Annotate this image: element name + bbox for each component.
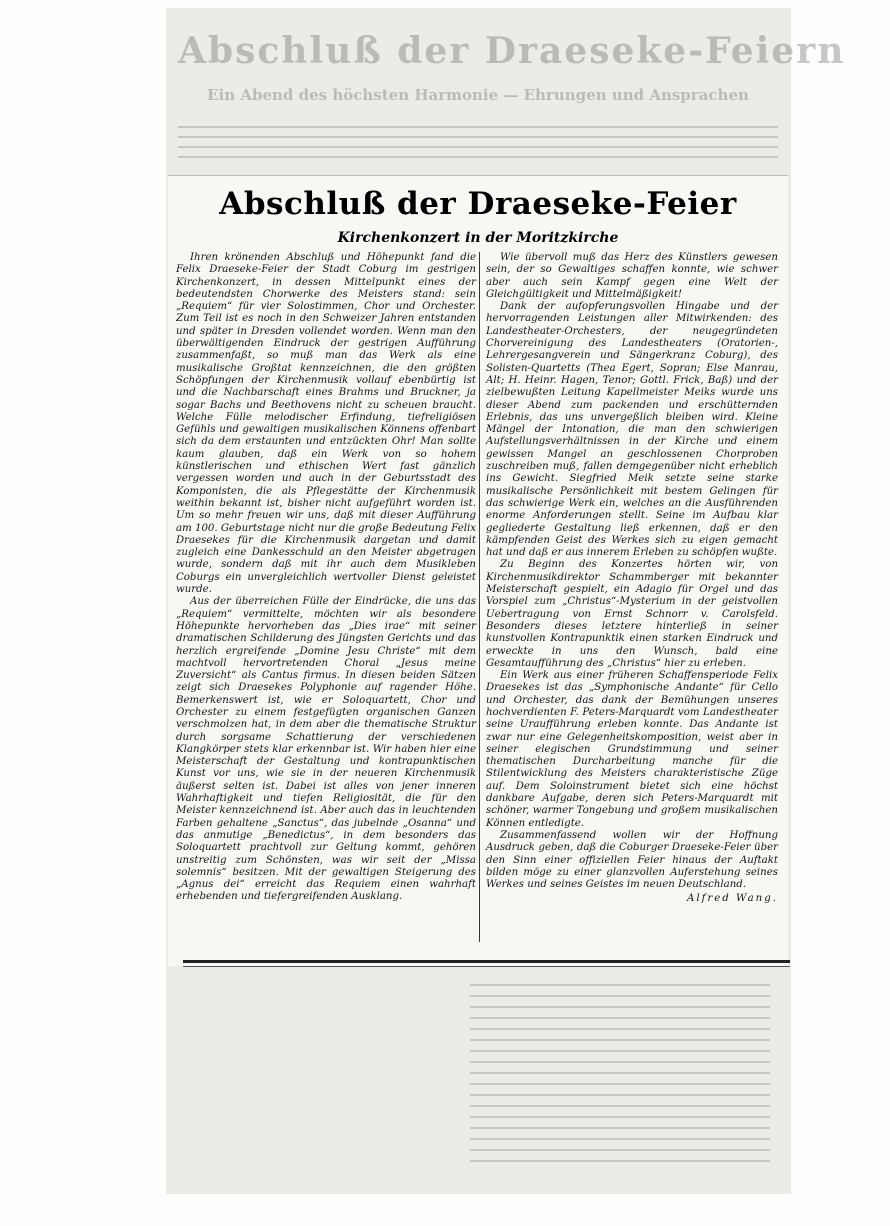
paragraph: Zu Beginn des Konzertes hörten wir, von Kirchenmusikdirektor Schammberger mit bekannter Meisterschaft gespielt, ein Adagio für Orgel und das Vorspiel zum „Christus“-Mysterium in der geistvollen Uebertragung von Ernst Schnorr v. Carolsfeld. Besonders dieses letztere hinterließ in seiner kunstvollen Kontrapunktik einen starken Eindruck und erweckte in uns den Wunsch, bald eine Gesamtaufführung des „Christus“ hier zu erleben. bbox=[486, 559, 778, 669]
article-column-left bbox=[176, 252, 476, 904]
paragraph: Wie übervoll muß das Herz des Künstlers gewesen sein, der so Gewaltiges schaffen konnte, wie schwer aber auch sein Kampf gegen eine Welt der Gleichgültigkeit und Mittelmäßigkeit! bbox=[486, 252, 778, 300]
faded-previous-subheadline: Ein Abend des höchsten Harmonie — Ehrungen und Ansprachen bbox=[207, 86, 749, 104]
newspaper-clipping bbox=[168, 175, 788, 966]
column-divider bbox=[479, 252, 480, 942]
bottom-rule bbox=[183, 960, 790, 963]
article-headline: Abschluß der Draeseke-Feier bbox=[219, 186, 737, 222]
bottom-rule-thin bbox=[183, 966, 790, 967]
article-author: Alfred Wang. bbox=[686, 893, 778, 905]
paragraph: Ihren krönenden Abschluß und Höhepunkt fand die Felix Draeseke-Feier der Stadt Coburg im gestrigen Kirchenkonzert, in dessen Mittelpunkt eines der bedeutendsten Chorwerke des Meisters stand: sein „Requiem“ für vier Solostimmen, Chor und Orchester. Zum Teil ist es noch in den Schweizer Jahren entstanden und später in Dresden vollendet worden. Wenn man den überwältigenden Eindruck der gestrigen Aufführung zusammenfaßt, so muß man das Werk als eine musikalische Großtat kennzeichnen, die den größten Schöpfungen der Kirchenmusik vollauf ebenbürtig ist und die Nachbarschaft eines Brahms und Bruckner, ja sogar Bachs und Beethovens nicht zu scheuen braucht. Welche Fülle melodischer Erfindung, tiefreligiösen Gefühls und gewaltigen musikalischen Könnens offenbart sich da dem erstaunten und entzückten Ohr! Man sollte kaum glauben, daß ein Werk von so hohem künstlerischen und ethischen Wert fast gänzlich vergessen worden und auch in der Geburtsstadt des Komponisten, die als Pflegestätte der Kirchenmusik weithin bekannt ist, bisher nicht aufgeführt worden ist. Um so mehr freuen wir uns, daß mit dieser Aufführung am 100. Geburtstage nicht nur die große Bedeutung Felix Draesekes für die Kirchenmusik dargetan und damit zugleich eine Dankesschuld an den Meister abgetragen wurde, sondern daß mit ihr auch dem Musikleben Coburgs ein unvergleichlich wertvoller Dienst geleistet wurde. bbox=[176, 252, 476, 596]
paragraph: Dank der aufopferungsvollen Hingabe und der hervorragenden Leistungen aller Mitwirkenden: des Landestheater-Orchesters, der neugegründeten Chorvereinigung des Landestheaters (Oratorien-, Lehrergesangverein und Sängerkranz Coburg), des Solisten-Quartetts (Thea Egert, Sopran; Else Manrau, Alt; H. Heinr. Hagen, Tenor; Gottl. Frick, Baß) und der zielbewußten Leitung Kapellmeister Meiks wurde uns dieser Abend zum packenden und erschütternden Erlebnis, das uns unvergeßlich bleiben wird. Kleine Mängel der Intonation, die man den schwierigen Aufstellungsverhältnissen in der Kirche und einem gewissen Mangel an geschlossenen Chorproben zuschreiben muß, fallen demgegenüber nicht erheblich ins Gewicht. Siegfried Meik setzte seine starke musikalische Persönlichkeit mit bestem Gelingen für das schwierige Werk ein, welches an die Ausführenden enorme Anforderungen stellt. Seine im Aufbau klar gegliederte Gestaltung ließ erkennen, daß er den kämpfenden Geist des Werkes sich zu eigen gemacht hat und daß er aus innerem Erleben zu schöpfen wußte. bbox=[486, 301, 778, 559]
faded-bleed-through-text bbox=[178, 118, 778, 168]
faded-previous-headline: Abschluß der Draeseke-Feiern bbox=[178, 30, 846, 72]
article-column-right bbox=[486, 252, 778, 906]
article-subheadline: Kirchenkonzert in der Moritzkirche bbox=[337, 230, 619, 246]
faded-bleed-through-bottom bbox=[470, 975, 770, 1180]
paragraph: Zusammenfassend wollen wir der Hoffnung Ausdruck geben, daß die Coburger Draeseke-Feier über den Sinn einer offiziellen Feier hinaus der Auftakt bilden möge zu einer glanzvollen Auferstehung seines Werkes und seines Geistes im neuen Deutschland. bbox=[486, 829, 778, 891]
paragraph: Aus der überreichen Fülle der Eindrücke, die uns das „Requiem“ vermittelte, möchten wir als besondere Höhepunkte hervorheben das „Dies irae“ mit seiner dramatischen Schilderung des Jüngsten Gerichts und das herzlich ergreifende „Domine Jesu Christe“ mit dem machtvoll hervortretenden Choral „Jesus meine Zuversicht“ als Cantus firmus. In diesen beiden Sätzen zeigt sich Draesekes Polyphonie auf ragender Höhe. Bemerkenswert ist, wie er Soloquartett, Chor und Orchester zu einem festgefügten organischen Ganzen verschmolzen hat, in dem aber die thematische Struktur durch sorgsame Schattierung der verschiedenen Klangkörper stets klar erkennbar ist. Wir haben hier eine Meisterschaft der Gestaltung und kontrapunktischen Kunst vor uns, wie sie in der neueren Kirchenmusik äußerst selten ist. Dabei ist alles von jener inneren Wahrhaftigkeit und tiefen Religiosität, die für den Meister kennzeichnend ist. Aber auch das in leuchtenden Farben gehaltene „Sanctus“, das jubelnde „Osanna“ und das anmutige „Benedictus“, in dem besonders das Soloquartett prachtvoll zur Geltung kommt, gehören unstreitig zum Schönsten, was wir seit der „Missa solemnis“ besitzen. Mit der gewaltigen Steigerung des „Agnus dei“ erreicht das Requiem einen wahrhaft erhebenden und tiefergreifenden Ausklang. bbox=[176, 596, 476, 903]
paragraph: Ein Werk aus einer früheren Schaffensperiode Felix Draesekes ist das „Symphonische Andante“ für Cello und Orchester, das dank der Bemühungen unseres hochverdienten F. Peters-Marquardt vom Landestheater seine Uraufführung erleben konnte. Das Andante ist zwar nur eine Gelegenheitskomposition, weist aber in seiner elegischen Grundstimmung und seiner thematischen Durcharbeitung manche für die Stilentwicklung des Meisters charakteristische Züge auf. Dem Soloinstrument bietet sich eine höchst dankbare Aufgabe, deren sich Peters-Marquardt mit schöner, warmer Tongebung und großem musikalischen Können entledigte. bbox=[486, 670, 778, 829]
